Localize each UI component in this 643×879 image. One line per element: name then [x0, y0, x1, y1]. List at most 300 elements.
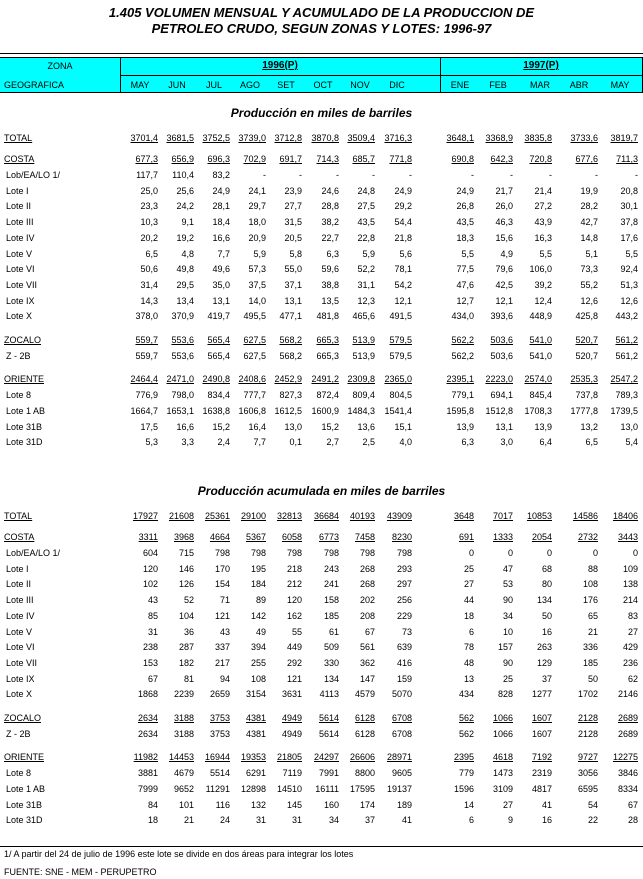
cell-value: 2395 — [453, 752, 474, 763]
cell-value: 2452,9 — [274, 374, 302, 385]
cell-value: 7991 — [318, 768, 339, 779]
row-label: Lote VI — [6, 642, 35, 653]
cell-value: 3819,7 — [610, 133, 638, 143]
cell-value: 134 — [323, 673, 339, 684]
month-header: MAY — [130, 80, 150, 90]
cell-value: 65 — [587, 610, 598, 621]
cell-value: 21805 — [276, 752, 302, 763]
cell-value: 2365,0 — [384, 374, 412, 385]
cell-value: 2689 — [617, 713, 638, 723]
cell-value: 827,3 — [279, 390, 302, 401]
cell-value: 1277 — [531, 689, 552, 700]
cell-value: 49,6 — [212, 264, 230, 275]
table-row — [0, 626, 643, 641]
cell-value: 3368,9 — [485, 133, 513, 143]
cell-value: 22,8 — [357, 232, 375, 243]
cell-value: 40193 — [349, 511, 375, 521]
cell-value: 68 — [541, 563, 552, 574]
cell-value: 13 — [463, 673, 474, 684]
cell-value: 495,5 — [243, 311, 266, 322]
cell-value: 120 — [286, 595, 302, 606]
table-row — [0, 594, 643, 609]
cell-value: 185 — [323, 610, 339, 621]
cell-value: 79,6 — [495, 264, 513, 275]
cell-value: 202 — [359, 595, 375, 606]
cell-value: 27 — [502, 799, 513, 810]
cell-value: 31,1 — [357, 279, 375, 290]
month-header: SET — [277, 80, 295, 90]
cell-value: 0 — [592, 548, 598, 558]
cell-value: 798,0 — [171, 390, 194, 401]
cell-value: 160 — [323, 799, 339, 810]
cell-value: 12,3 — [357, 295, 375, 306]
cell-value: 5,6 — [399, 248, 412, 259]
cell-value: 39,2 — [534, 279, 552, 290]
cell-value: 29,7 — [248, 201, 266, 212]
cell-value: 5,9 — [362, 248, 375, 259]
cell-value: 292 — [286, 657, 302, 668]
cell-value: 6 — [468, 815, 474, 826]
table-row — [0, 389, 643, 404]
table-row — [0, 814, 643, 829]
cell-value: 4817 — [531, 783, 552, 794]
cell-value: 126 — [178, 579, 194, 590]
table-row — [0, 578, 643, 593]
bottom-rule — [0, 846, 643, 847]
cell-value: 243 — [323, 563, 339, 574]
cell-value: 78 — [463, 642, 474, 653]
cell-value: 541,0 — [529, 350, 552, 361]
cell-value: 2239 — [173, 689, 194, 700]
cell-value: 293 — [396, 563, 412, 574]
cell-value: 3648,1 — [446, 133, 474, 143]
cell-value: 297 — [396, 579, 412, 590]
cell-value: 14510 — [276, 783, 302, 794]
cell-value: 6058 — [281, 532, 302, 542]
table-row — [0, 200, 643, 215]
cell-value: 21 — [183, 815, 194, 826]
cell-value: 6 — [468, 626, 474, 637]
row-label: Lote II — [6, 579, 32, 590]
cell-value: 24,9 — [212, 185, 230, 196]
cell-value: 18406 — [612, 511, 638, 521]
cell-value: 8800 — [354, 768, 375, 779]
table-row — [0, 510, 643, 525]
header-geografica: GEOGRAFICA — [4, 80, 65, 90]
cell-value: 134 — [536, 595, 552, 606]
cell-value: 42,5 — [495, 279, 513, 290]
cell-value: 55,0 — [284, 264, 302, 275]
cell-value: 263 — [536, 642, 552, 653]
table-row — [0, 436, 643, 451]
cell-value: 54,4 — [394, 217, 412, 228]
cell-value: 37 — [364, 815, 375, 826]
cell-value: 15,1 — [394, 421, 412, 432]
footnote: 1/ A partir del 24 de julio de 1996 este lote se divide en dos áreas para integrar los lotes — [4, 849, 354, 859]
cell-value: 798 — [359, 548, 375, 558]
cell-value: 798 — [214, 548, 230, 558]
cell-value: 562,2 — [451, 335, 474, 345]
cell-value: 2547,2 — [610, 374, 638, 385]
cell-value: 481,8 — [316, 311, 339, 322]
cell-value: 3509,4 — [347, 133, 375, 143]
cell-value: 2128 — [577, 728, 598, 739]
cell-value: 3968 — [173, 532, 194, 542]
cell-value: 50,6 — [140, 264, 158, 275]
cell-value: 3846 — [617, 768, 638, 779]
cell-value: 16111 — [315, 783, 339, 794]
cell-value: 503,6 — [490, 335, 513, 345]
row-label: Lote X — [6, 689, 33, 700]
cell-value: 13,1 — [212, 295, 230, 306]
row-label: Lob/EA/LO 1/ — [6, 170, 61, 180]
cell-value: 448,9 — [529, 311, 552, 322]
cell-value: 4381 — [245, 713, 266, 723]
table-row — [0, 712, 643, 727]
cell-value: 10,3 — [140, 217, 158, 228]
table-row — [0, 531, 643, 546]
cell-value: 16,6 — [212, 232, 230, 243]
cell-value: 268 — [359, 563, 375, 574]
cell-value: 336 — [582, 642, 598, 653]
cell-value: 147 — [359, 673, 375, 684]
cell-value: 208 — [359, 610, 375, 621]
cell-value: 18,4 — [212, 217, 230, 228]
cell-value: 2659 — [209, 689, 230, 700]
cell-value: 3733,6 — [570, 133, 598, 143]
cell-value: 10 — [502, 626, 513, 637]
cell-value: 16 — [541, 626, 552, 637]
row-label: Lote 31D — [6, 815, 43, 826]
cell-value: 101 — [178, 799, 194, 810]
cell-value: 13,1 — [495, 421, 513, 432]
cell-value: 1066 — [492, 728, 513, 739]
cell-value: 3648 — [453, 511, 474, 521]
cell-value: 702,9 — [243, 154, 266, 164]
cell-value: 43,9 — [534, 217, 552, 228]
cell-value: 12,7 — [456, 295, 474, 306]
row-label: Lote 8 — [6, 768, 32, 779]
cell-value: 627,5 — [243, 350, 266, 361]
cell-value: 182 — [178, 657, 194, 668]
cell-value: 145 — [286, 799, 302, 810]
table-row — [0, 421, 643, 436]
cell-value: 6,3 — [326, 248, 339, 259]
cell-value: 214 — [622, 595, 638, 606]
cell-value: 55,2 — [580, 279, 598, 290]
cell-value: 3311 — [138, 532, 158, 542]
cell-value: 1777,8 — [570, 405, 598, 416]
cell-value: 43 — [219, 626, 230, 637]
cell-value: 10853 — [526, 511, 552, 521]
cell-value: 23,3 — [140, 201, 158, 212]
table-row — [0, 169, 643, 184]
cell-value: 4,9 — [500, 248, 513, 259]
row-label: Lote I — [6, 563, 29, 574]
cell-value: 51,3 — [620, 279, 638, 290]
cell-value: 24,6 — [321, 185, 339, 196]
cell-value: 29100 — [240, 511, 266, 521]
row-label: ORIENTE — [4, 374, 45, 385]
cell-value: 1612,5 — [274, 405, 302, 416]
row-label: COSTA — [4, 532, 35, 542]
month-header: NOV — [350, 80, 370, 90]
cell-value: 1607 — [531, 728, 552, 739]
cell-value: 3443 — [617, 532, 638, 542]
cell-value: 13,0 — [284, 421, 302, 432]
cell-value: 27,5 — [357, 201, 375, 212]
cell-value: 13,0 — [620, 421, 638, 432]
cell-value: 102 — [142, 579, 158, 590]
cell-value: 49 — [255, 626, 266, 637]
cell-value: 2490,8 — [202, 374, 230, 385]
cell-value: - — [409, 170, 412, 180]
cell-value: 809,4 — [352, 390, 375, 401]
cell-value: 16,4 — [248, 421, 266, 432]
cell-value: 5614 — [318, 728, 339, 739]
cell-value: 370,9 — [171, 311, 194, 322]
cell-value: 562,2 — [451, 350, 474, 361]
row-label: Z - 2B — [6, 728, 31, 739]
cell-value: 255 — [250, 657, 266, 668]
cell-value: 0 — [468, 548, 474, 558]
cell-value: 217 — [214, 657, 230, 668]
cell-value: 12,6 — [580, 295, 598, 306]
row-label: Lote IX — [6, 673, 35, 684]
cell-value: 4949 — [281, 728, 302, 739]
cell-value: 378,0 — [135, 311, 158, 322]
cell-value: 3716,3 — [384, 133, 412, 143]
cell-value: 6,5 — [585, 437, 598, 448]
cell-value: 642,3 — [490, 154, 513, 164]
row-label: ZOCALO — [4, 713, 42, 723]
month-header: ENE — [450, 80, 470, 90]
cell-value: 771,8 — [389, 154, 412, 164]
cell-value: 38,2 — [321, 217, 339, 228]
cell-value: 2471,0 — [166, 374, 194, 385]
table-row — [0, 232, 643, 247]
cell-value: - — [471, 170, 474, 180]
cell-value: 16,3 — [534, 232, 552, 243]
cell-value: 37,1 — [284, 279, 302, 290]
row-label: Lob/EA/LO 1/ — [6, 548, 61, 558]
cell-value: 2689 — [617, 728, 638, 739]
row-label: Lote VII — [6, 657, 38, 668]
cell-value: 9605 — [391, 768, 412, 779]
cell-value: 559,7 — [135, 350, 158, 361]
cell-value: 19137 — [386, 783, 412, 794]
cell-value: 562 — [458, 728, 474, 739]
cell-value: 562 — [458, 713, 474, 723]
cell-value: 14 — [463, 799, 474, 810]
cell-value: 4618 — [492, 752, 513, 763]
cell-value: 104 — [178, 610, 194, 621]
cell-value: 132 — [250, 799, 266, 810]
cell-value: 24,1 — [248, 185, 266, 196]
cell-value: 54 — [587, 799, 598, 810]
table-row — [0, 373, 643, 388]
cell-value: 5,8 — [289, 248, 302, 259]
row-label: Lote II — [6, 201, 32, 212]
table-row — [0, 547, 643, 562]
row-label: Lote X — [6, 311, 33, 322]
cell-value: 779 — [458, 768, 474, 779]
cell-value: 28,2 — [580, 201, 598, 212]
cell-value: 4381 — [245, 728, 266, 739]
cell-value: 142 — [250, 610, 266, 621]
cell-value: 714,3 — [316, 154, 339, 164]
cell-value: 1512,8 — [485, 405, 513, 416]
cell-value: 3870,8 — [311, 133, 339, 143]
row-label: Lote III — [6, 595, 34, 606]
cell-value: 5,5 — [539, 248, 552, 259]
cell-value: - — [635, 170, 638, 180]
row-label: ZOCALO — [4, 335, 42, 345]
cell-value: 3109 — [492, 783, 513, 794]
cell-value: 36 — [183, 626, 194, 637]
row-label: Lote 31B — [6, 421, 43, 432]
cell-value: 3753 — [209, 728, 230, 739]
cell-value: 561,2 — [615, 335, 638, 345]
cell-value: 24,9 — [394, 185, 412, 196]
cell-value: 1607 — [531, 713, 552, 723]
cell-value: 59,6 — [321, 264, 339, 275]
cell-value: 491,5 — [389, 311, 412, 322]
cell-value: 2128 — [577, 713, 598, 723]
cell-value: 3,3 — [181, 437, 194, 448]
cell-value: 0,1 — [289, 437, 302, 448]
cell-value: 212 — [286, 579, 302, 590]
cell-value: 9,1 — [181, 217, 194, 228]
section-subtitle-cumulative: Producción acumulada en miles de barriles — [197, 484, 446, 498]
cell-value: 1066 — [492, 713, 513, 723]
cell-value: 18,3 — [456, 232, 474, 243]
cell-value: 28,1 — [212, 201, 230, 212]
cell-value: 565,4 — [207, 335, 230, 345]
cell-value: 138 — [622, 579, 638, 590]
cell-value: 4579 — [354, 689, 375, 700]
cell-value: 513,9 — [352, 335, 375, 345]
cell-value: 541,0 — [529, 335, 552, 345]
cell-value: 11982 — [133, 752, 158, 763]
cell-value: 7192 — [531, 752, 552, 763]
cell-value: 2408,6 — [238, 374, 266, 385]
table-row — [0, 673, 643, 688]
table-row — [0, 610, 643, 625]
cell-value: 31,5 — [284, 217, 302, 228]
cell-value: 677,3 — [135, 154, 158, 164]
cell-value: 195 — [250, 563, 266, 574]
month-header: MAR — [530, 80, 550, 90]
cell-value: 108 — [250, 673, 266, 684]
cell-value: 24,2 — [176, 201, 194, 212]
cell-value: 429 — [622, 642, 638, 653]
cell-value: 5,5 — [461, 248, 474, 259]
section-subtitle-monthly: Producción en miles de barriles — [230, 106, 413, 120]
cell-value: 106,0 — [529, 264, 552, 275]
row-label: Lote 1 AB — [6, 783, 46, 794]
header-zona: ZONA — [47, 61, 73, 71]
cell-value: 568,2 — [279, 350, 302, 361]
cell-value: 3739,0 — [238, 133, 266, 143]
cell-value: 37,8 — [620, 217, 638, 228]
cell-value: 85 — [147, 610, 158, 621]
cell-value: 117,7 — [136, 170, 158, 180]
cell-value: 559,7 — [135, 335, 158, 345]
cell-value: 24,9 — [456, 185, 474, 196]
cell-value: 2,4 — [217, 437, 230, 448]
cell-value: 25,6 — [176, 185, 194, 196]
cell-value: 0 — [546, 548, 552, 558]
cell-value: 36684 — [313, 511, 339, 521]
cell-value: 154 — [214, 579, 230, 590]
row-label: Lote V — [6, 248, 33, 259]
cell-value: 52 — [183, 595, 194, 606]
cell-value: 19353 — [240, 752, 266, 763]
table-row — [0, 334, 643, 349]
cell-value: 362 — [359, 657, 375, 668]
cell-value: 696,3 — [207, 154, 230, 164]
cell-value: 798 — [286, 548, 302, 558]
cell-value: 157 — [497, 642, 513, 653]
table-row — [0, 295, 643, 310]
row-label: ORIENTE — [4, 752, 45, 763]
cell-value: 5,1 — [585, 248, 598, 259]
cell-value: 29,2 — [394, 201, 412, 212]
cell-value: 12,1 — [394, 295, 412, 306]
cell-value: 17595 — [349, 783, 375, 794]
cell-value: 78,1 — [394, 264, 412, 275]
cell-value: 3154 — [245, 689, 266, 700]
cell-value: 22 — [587, 815, 598, 826]
cell-value: 121 — [286, 673, 302, 684]
row-label: Lote I — [6, 185, 29, 196]
cell-value: 18 — [147, 815, 158, 826]
header-year-1996: 1996(P) — [262, 60, 298, 71]
cell-value: 20,8 — [620, 185, 638, 196]
cell-value: 32813 — [276, 511, 302, 521]
cell-value: 24 — [219, 815, 230, 826]
cell-value: 31,4 — [140, 279, 158, 290]
cell-value: 80 — [541, 579, 552, 590]
table-row — [0, 799, 643, 814]
cell-value: 561 — [359, 642, 375, 653]
cell-value: 2223,0 — [485, 374, 513, 385]
cell-value: 83,2 — [212, 170, 230, 180]
cell-value: 777,7 — [243, 390, 266, 401]
cell-value: 465,6 — [352, 311, 375, 322]
cell-value: 43,5 — [456, 217, 474, 228]
top-rule — [0, 53, 643, 54]
cell-value: 53 — [502, 579, 513, 590]
cell-value: 7458 — [354, 532, 375, 542]
cell-value: 579,5 — [389, 335, 412, 345]
source-note: FUENTE: SNE - MEM - PERUPETRO — [4, 867, 157, 877]
row-label: Lote VII — [6, 279, 38, 290]
cell-value: 287 — [178, 642, 194, 653]
cell-value: 20,9 — [248, 232, 266, 243]
cell-value: 520,7 — [575, 335, 598, 345]
cell-value: 1595,8 — [446, 405, 474, 416]
cell-value: 3631 — [281, 689, 302, 700]
cell-value: 804,5 — [389, 390, 412, 401]
month-header: JUN — [168, 80, 186, 90]
cell-value: 88 — [587, 563, 598, 574]
row-label: TOTAL — [4, 511, 33, 521]
cell-value: 15,2 — [212, 421, 230, 432]
cell-value: 6,3 — [461, 437, 474, 448]
cell-value: 2319 — [531, 768, 552, 779]
